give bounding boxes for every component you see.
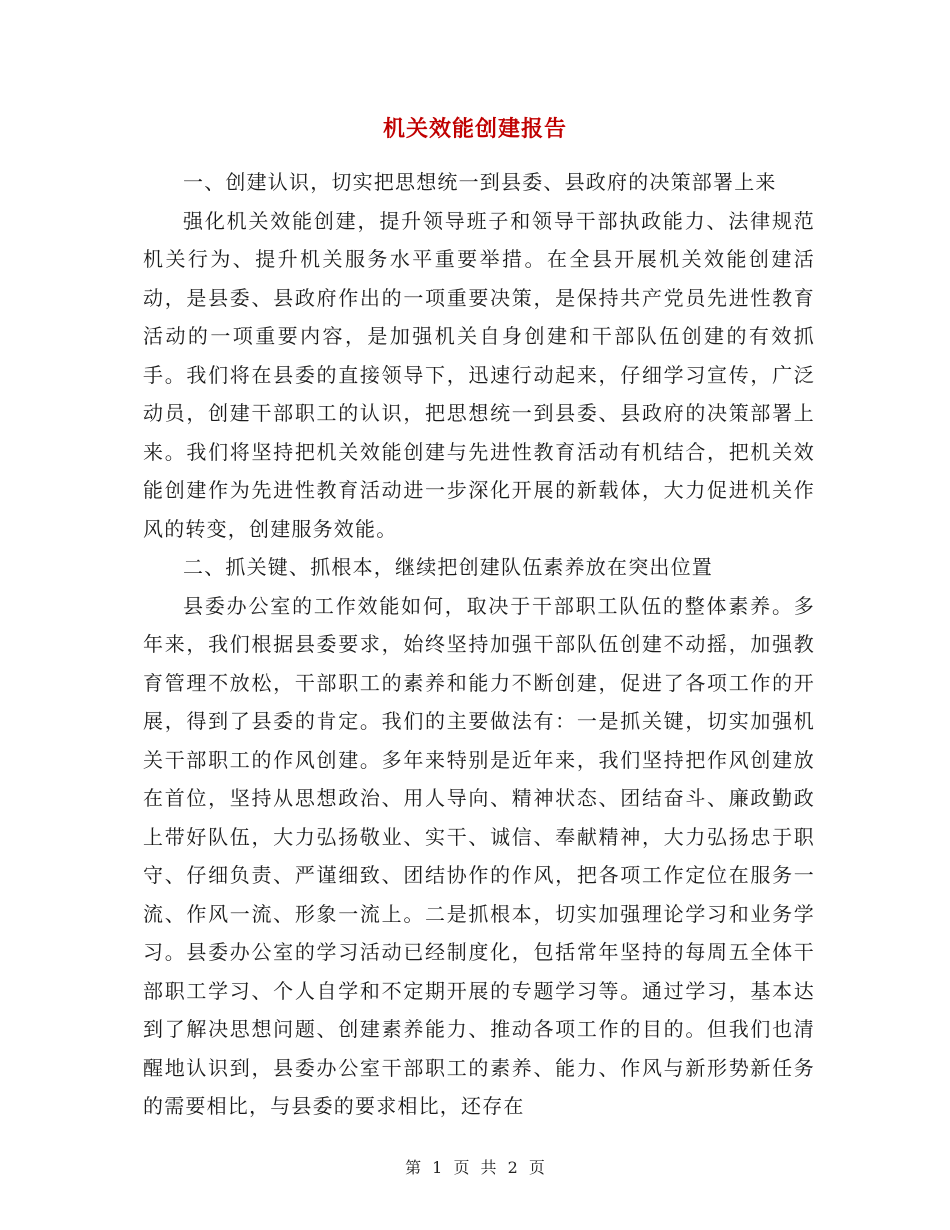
section-heading-1: 一、创建认识，切实把思想统一到县委、县政府的决策部署上来	[183, 170, 777, 194]
document-body	[143, 163, 815, 1126]
page-number-footer: 第 1 页 共 2 页	[405, 1158, 545, 1177]
document-title: 机关效能创建报告	[382, 116, 567, 142]
paragraph-2: 县委办公室的工作效能如何，取决于干部职工队伍的整体素养。多年来，我们根据县委要求，始终坚持加强干部队伍创建不动摇，加强教育管理不放松，干部职工的素养和能力不断创建，促进了各项工作的开展，得到了县委的肯定。我们的主要做法有：一是抓关键，切实加强机关干部职工的作风创建。多年来特别是近年来，我们坚持把作风创建放在首位，坚持从思想政治、用人导向、精神状态、团结奋斗、廉政勤政上带好队伍，大力弘扬敬业、实干、诚信、奉献精神，大力弘扬忠于职守、仔细负责、严谨细致、团结协作的作风，把各项工作定位在服务一流、作风一流、形象一流上。二是抓根本，切实加强理论学习和业务学习。县委办公室的学习活动已经制度化，包括常年坚持的每周五全体干部职工学习、个人自学和不定期开展的专题学习等。通过学习，基本达到了解决思想问题、创建素养能力、推动各项工作的目的。但我们也清醒地认识到，县委办公室干部职工的素养、能力、作风与新形势新任务的需要相比，与县委的要求相比，还存在	[143, 593, 815, 1118]
section-heading-2: 二、抓关键、抓根本，继续把创建队伍素养放在突出位置	[183, 555, 713, 579]
paragraph-1: 强化机关效能创建，提升领导班子和领导干部执政能力、法律规范机关行为、提升机关服务水平重要举措。在全县开展机关效能创建活动，是县委、县政府作出的一项重要决策，是保持共产党员先进性教育活动的一项重要内容，是加强机关自身创建和干部队伍创建的有效抓手。我们将在县委的直接领导下，迅速行动起来，仔细学习宣传，广泛动员，创建干部职工的认识，把思想统一到县委、县政府的决策部署上来。我们将坚持把机关效能创建与先进性教育活动有机结合，把机关效能创建作为先进性教育活动进一步深化开展的新载体，大力促进机关作风的转变，创建服务效能。	[143, 208, 815, 541]
